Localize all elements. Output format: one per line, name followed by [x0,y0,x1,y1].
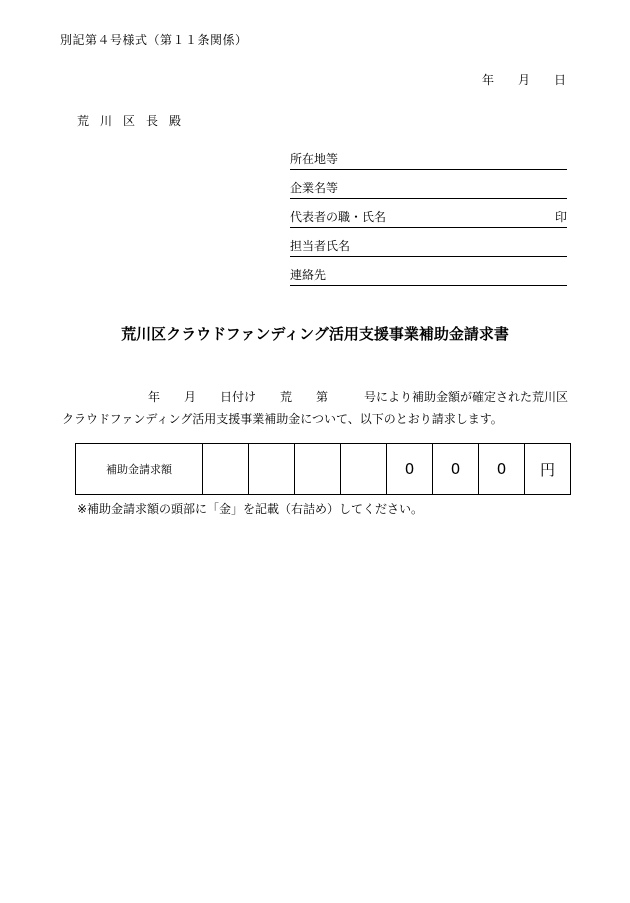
amount-digit-cell[interactable]: 0 [433,444,479,495]
applicant-company-field[interactable] [290,180,567,199]
applicant-address-label: 所在地等 [290,152,339,166]
amount-digit-cell[interactable] [341,444,387,495]
form-number: 別記第４号様式（第１１条関係） [60,33,248,47]
applicant-address-field[interactable] [290,151,567,170]
applicant-contact-info-label: 連絡先 [290,268,327,282]
seal-mark: 印 [554,210,567,224]
applicant-contact-info-field[interactable] [290,267,567,286]
amount-digit-cell[interactable]: 0 [387,444,433,495]
amount-digit-cell[interactable] [295,444,341,495]
amount-digit-cell[interactable] [203,444,249,495]
applicant-representative-field[interactable] [290,209,567,228]
amount-digit-cell[interactable]: 0 [479,444,525,495]
applicant-contact-person-label: 担当者氏名 [290,239,351,253]
request-body-text [62,386,568,430]
amount-row [76,444,571,495]
body-line-2: クラウドファンディング活用支援事業補助金について、以下のとおり請求します。 [62,412,503,426]
amount-digit-cell[interactable] [249,444,295,495]
amount-label-cell: 補助金請求額 [76,444,203,495]
applicant-company-label: 企業名等 [290,181,339,195]
applicant-block [290,151,567,296]
applicant-representative-label: 代表者の職・氏名 [290,210,387,224]
body-line-1: 年 月 日付け 荒 第 号により補助金額が確定された荒川区 [147,390,568,404]
applicant-contact-person-field[interactable] [290,238,567,257]
date-line: 年 月 日 [481,73,566,87]
document-title: 荒川区クラウドファンディング活用支援事業補助金請求書 [121,325,509,343]
addressee: 荒川区長殿 [77,114,193,128]
instruction-note: ※補助金請求額の頭部に「金」を記載（右詰め）してください。 [77,502,424,516]
yen-unit-cell: 円 [525,444,571,495]
amount-table [75,443,571,495]
